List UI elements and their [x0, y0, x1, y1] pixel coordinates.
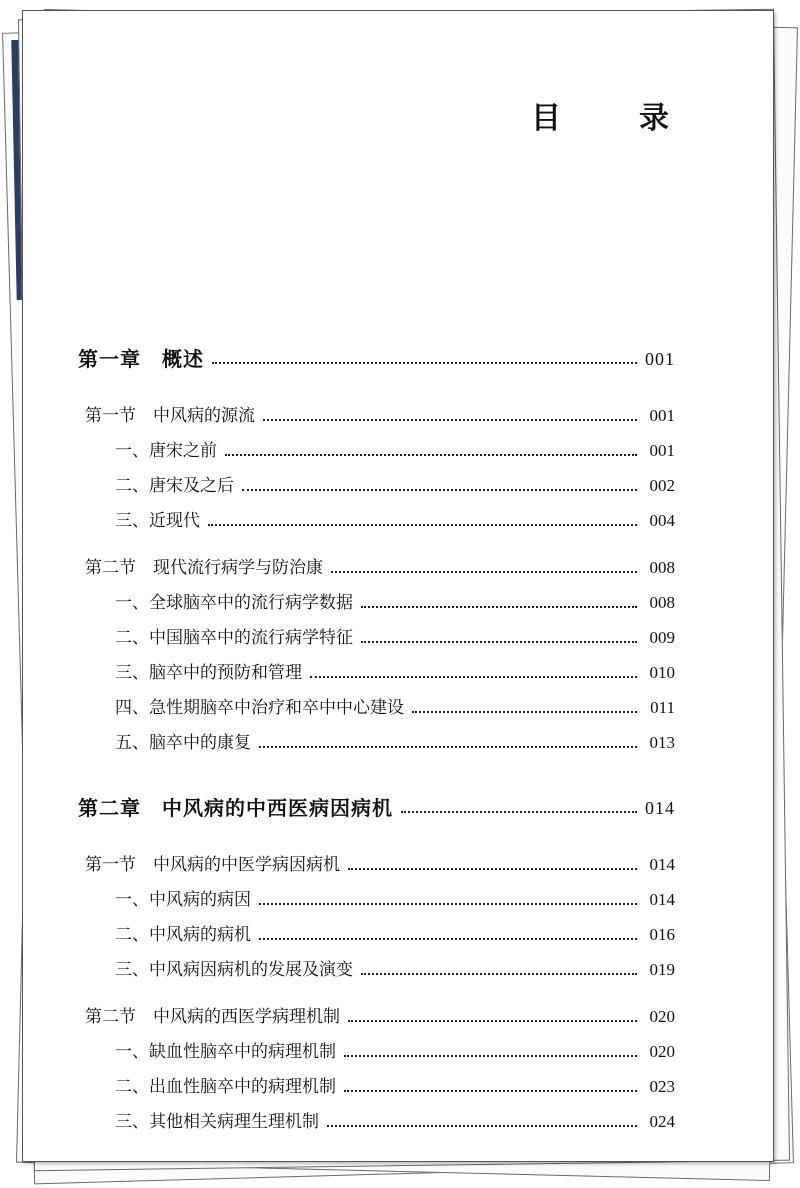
leader-dots: [344, 1090, 637, 1092]
toc-entry-label: 二、中国脑卒中的流行病学特征: [115, 628, 353, 648]
toc-entry-label: 第一章 概述: [78, 347, 204, 371]
toc-entry[interactable]: [23, 888, 773, 912]
toc-entry-label: 三、中风病因病机的发展及演变: [115, 960, 353, 980]
leader-dots: [361, 641, 637, 643]
toc-entry-page: 008: [649, 558, 675, 577]
toc-entry-label: 一、唐宋之前: [115, 441, 217, 461]
toc-entry-page: 001: [645, 349, 675, 369]
toc-entry[interactable]: [23, 347, 773, 371]
toc-entry-label: 第二章 中风病的中西医病因病机: [78, 796, 393, 820]
toc-entry[interactable]: [23, 1110, 773, 1134]
toc-entry[interactable]: [23, 696, 773, 720]
toc-entry[interactable]: [23, 661, 773, 685]
toc-entry-label: 一、全球脑卒中的流行病学数据: [115, 593, 353, 613]
toc-entry-page: 014: [649, 855, 675, 874]
toc-entry-page: 010: [649, 663, 675, 682]
leader-dots: [259, 938, 637, 940]
toc-entry[interactable]: [23, 474, 773, 498]
leader-dots: [327, 1125, 637, 1127]
leader-dots: [361, 606, 637, 608]
leader-dots: [344, 1055, 637, 1057]
toc-entry-page: 024: [649, 1112, 675, 1131]
toc-entry[interactable]: [23, 556, 773, 580]
leader-dots: [348, 868, 637, 870]
toc-entry[interactable]: [23, 731, 773, 755]
table-of-contents: [23, 11, 773, 1161]
leader-dots: [348, 1020, 637, 1022]
toc-entry-page: 023: [649, 1077, 675, 1096]
toc-entry[interactable]: [23, 626, 773, 650]
toc-entry-page: 008: [649, 593, 675, 612]
leader-dots: [412, 711, 637, 713]
leader-dots: [259, 903, 637, 905]
toc-entry-page: 019: [649, 960, 675, 979]
toc-entry-page: 001: [649, 441, 675, 460]
toc-entry-label: 三、其他相关病理生理机制: [115, 1112, 319, 1132]
toc-entry-page: 011: [650, 698, 675, 717]
toc-entry[interactable]: [23, 439, 773, 463]
toc-entry[interactable]: [23, 404, 773, 428]
toc-entry-page: 004: [649, 511, 675, 530]
toc-entry-page: 013: [649, 733, 675, 752]
toc-entry-page: 001: [649, 406, 675, 425]
toc-entry-page: 016: [649, 925, 675, 944]
toc-entry-label: 三、脑卒中的预防和管理: [115, 663, 302, 683]
toc-entry-page: 020: [649, 1042, 675, 1061]
toc-entry-label: 三、近现代: [115, 511, 200, 531]
toc-entry[interactable]: [23, 509, 773, 533]
leader-dots: [331, 571, 637, 573]
toc-entry[interactable]: [23, 923, 773, 947]
toc-entry-label: 二、出血性脑卒中的病理机制: [115, 1077, 336, 1097]
leader-dots: [208, 524, 637, 526]
toc-entry-label: 二、中风病的病机: [115, 925, 251, 945]
toc-entry-label: 四、急性期脑卒中治疗和卒中中心建设: [115, 698, 404, 718]
toc-page: [22, 10, 774, 1162]
toc-entry-label: 第一节 中风病的源流: [85, 406, 255, 426]
toc-entry-page: 009: [649, 628, 675, 647]
toc-entry-page: 014: [645, 798, 675, 818]
leader-dots: [242, 489, 637, 491]
toc-entry-page: 002: [649, 476, 675, 495]
leader-dots: [259, 746, 637, 748]
leader-dots: [225, 454, 637, 456]
page-title: 目 录: [531, 101, 693, 136]
toc-entry-page: 014: [649, 890, 675, 909]
toc-entry-label: 第二节 中风病的西医学病理机制: [85, 1007, 340, 1027]
leader-dots: [361, 973, 637, 975]
toc-entry[interactable]: [23, 853, 773, 877]
toc-entry-label: 第一节 中风病的中医学病因病机: [85, 855, 340, 875]
toc-entry[interactable]: [23, 1005, 773, 1029]
leader-dots: [263, 419, 637, 421]
toc-entry[interactable]: [23, 1040, 773, 1064]
toc-entry-label: 五、脑卒中的康复: [115, 733, 251, 753]
toc-entry[interactable]: [23, 591, 773, 615]
toc-entry-label: 二、唐宋及之后: [115, 476, 234, 496]
toc-entry-label: 第二节 现代流行病学与防治康: [85, 558, 323, 578]
toc-entry-page: 020: [649, 1007, 675, 1026]
toc-entry[interactable]: [23, 958, 773, 982]
leader-dots: [401, 811, 637, 813]
leader-dots: [212, 362, 637, 364]
toc-entry[interactable]: [23, 1075, 773, 1099]
leader-dots: [310, 676, 637, 678]
toc-entry-label: 一、中风病的病因: [115, 890, 251, 910]
toc-entry[interactable]: [23, 796, 773, 820]
toc-entry-label: 一、缺血性脑卒中的病理机制: [115, 1042, 336, 1062]
